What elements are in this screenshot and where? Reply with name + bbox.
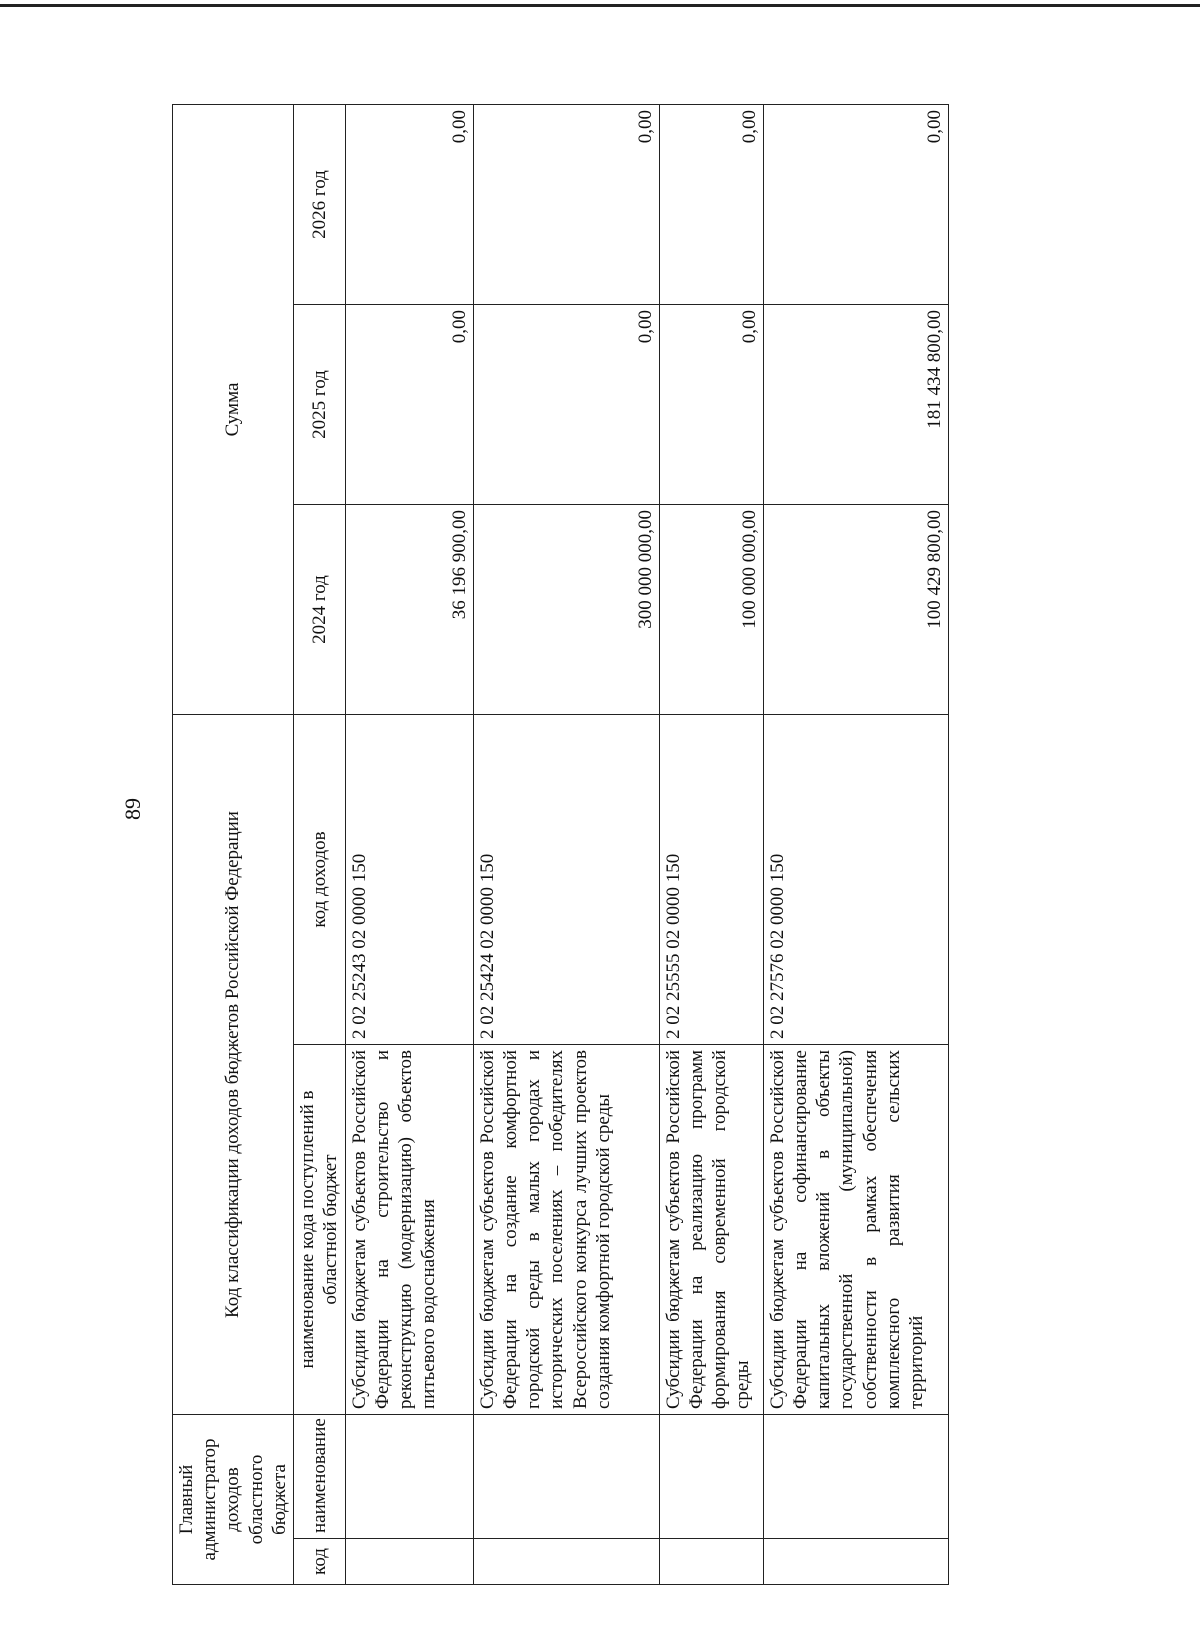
row-description: Субсидии бюджетам субъектов Российской Федерации на создание комфортной городской среды в малых городах и исторических поселениях – победителях Всероссийского конкурса лучших проектов создания комфортной городской среды (473, 1045, 659, 1415)
row-sum-2026: 0,00 (473, 104, 659, 304)
header-year-2025: 2025 год (293, 305, 345, 505)
header-admin-code: код (293, 1539, 345, 1585)
table-row (345, 104, 473, 1584)
row-description: Субсидии бюджетам субъектов Российской Федерации на софинансирование капитальных вложений в объекты государственной (муниципальной) собственности в рамках обеспечения комплексного развития сельских территорий (763, 1045, 948, 1415)
row-admin-name (473, 1415, 659, 1539)
row-sum-2024: 36 196 900,00 (345, 505, 473, 715)
row-sum-2025: 181 434 800,00 (763, 305, 948, 505)
row-sum-2026: 0,00 (345, 104, 473, 304)
income-classification-table (172, 104, 949, 1585)
table-row (763, 104, 948, 1584)
row-income-code: 2 02 27576 02 0000 150 (763, 715, 948, 1045)
row-sum-2025: 0,00 (473, 305, 659, 505)
row-admin-name (763, 1415, 948, 1539)
row-sum-2024: 100 429 800,00 (763, 505, 948, 715)
row-admin-name (659, 1415, 763, 1539)
row-sum-2024: 300 000 000,00 (473, 505, 659, 715)
header-classification-group: Код классификации доходов бюджетов Российской Федерации (173, 715, 294, 1415)
row-sum-2025: 0,00 (345, 305, 473, 505)
header-admin-group: Главный администратор доходов областного бюджета (173, 1415, 294, 1585)
header-admin-name: наименование (293, 1415, 345, 1539)
row-admin-code (659, 1539, 763, 1585)
header-sum-group: Сумма (173, 104, 294, 714)
table-row (659, 104, 763, 1584)
header-row-2 (293, 104, 345, 1584)
row-admin-name (345, 1415, 473, 1539)
row-sum-2025: 0,00 (659, 305, 763, 505)
row-income-code: 2 02 25424 02 0000 150 (473, 715, 659, 1045)
row-sum-2026: 0,00 (659, 104, 763, 304)
header-income-code: код доходов (293, 715, 345, 1045)
row-sum-2026: 0,00 (763, 104, 948, 304)
row-admin-code (763, 1539, 948, 1585)
row-income-code: 2 02 25555 02 0000 150 (659, 715, 763, 1045)
page-number: 89 (120, 798, 145, 820)
row-admin-code (473, 1539, 659, 1585)
header-row-1 (173, 104, 294, 1584)
header-year-2024: 2024 год (293, 505, 345, 715)
header-income-name: наименование кода поступлений в областной бюджет (293, 1045, 345, 1415)
header-year-2026: 2026 год (293, 104, 345, 304)
row-admin-code (345, 1539, 473, 1585)
row-sum-2024: 100 000 000,00 (659, 505, 763, 715)
table-row (473, 104, 659, 1584)
rotated-table-wrapper (172, 105, 947, 1585)
row-description: Субсидии бюджетам субъектов Российской Федерации на строительство и реконструкцию (модернизацию) объектов питьевого водоснабжения (345, 1045, 473, 1415)
row-income-code: 2 02 25243 02 0000 150 (345, 715, 473, 1045)
top-rule (0, 4, 1200, 7)
row-description: Субсидии бюджетам субъектов Российской Федерации на реализацию программ формирования современной городской среды (659, 1045, 763, 1415)
